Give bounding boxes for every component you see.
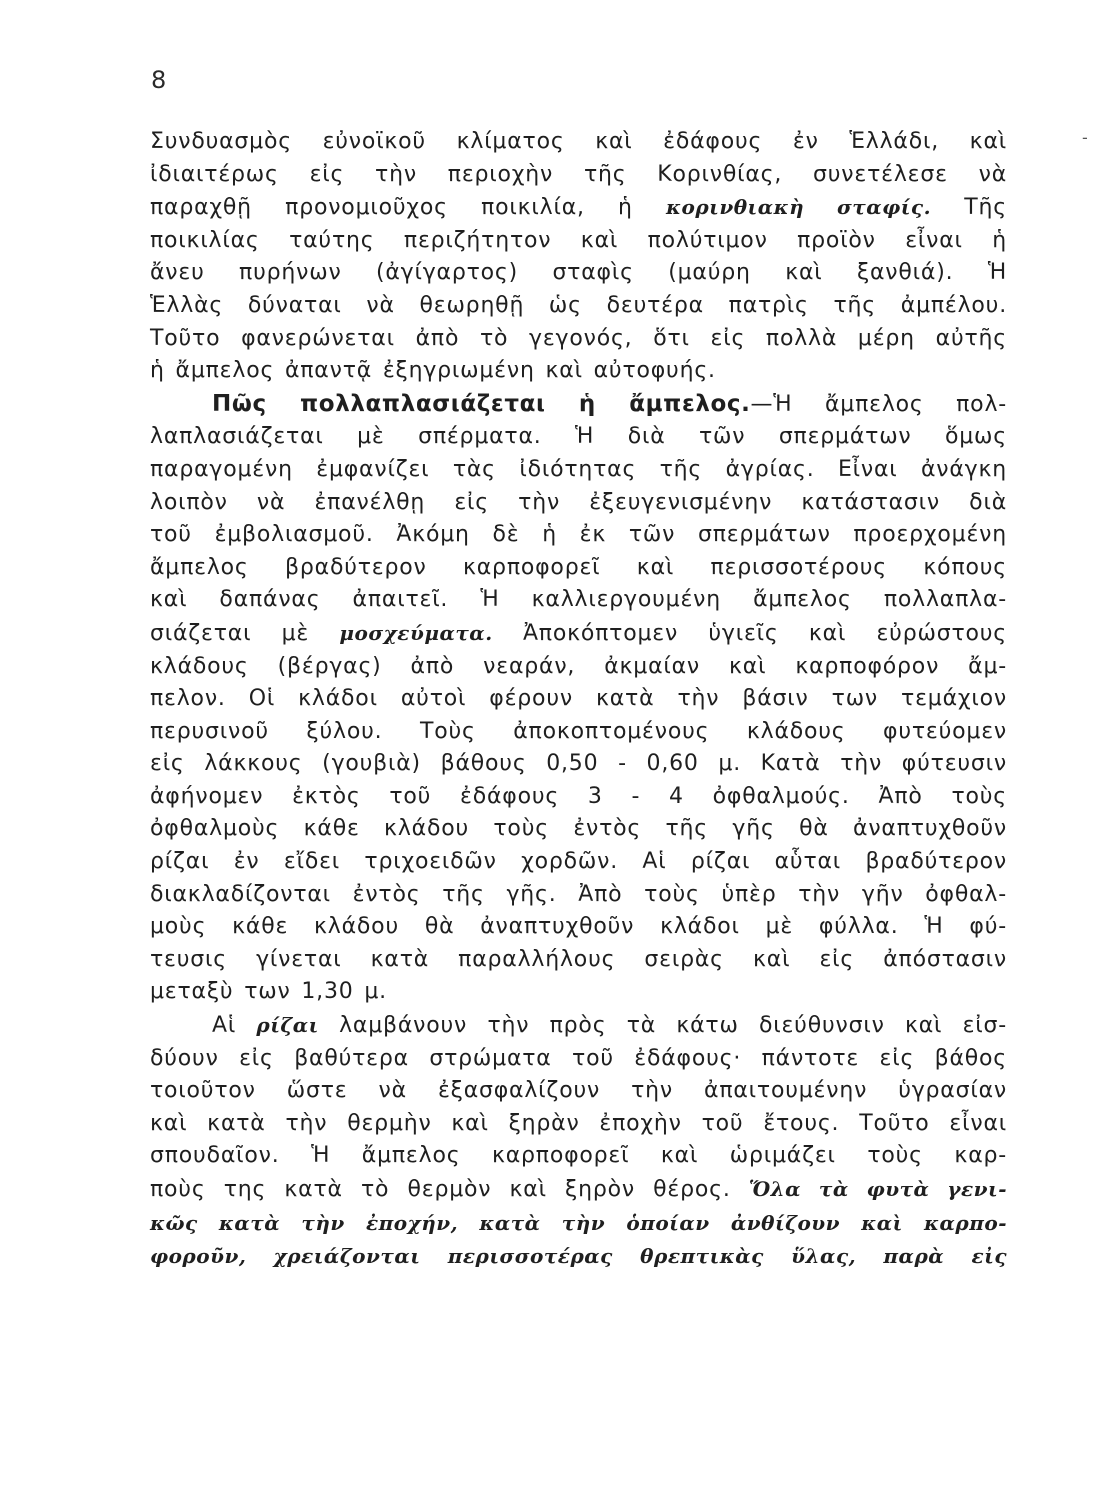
- text-line: ρίζαι ἐν εἴδει τριχοειδῶν χορδῶν. Αἱ ρίζαι αὗται βραδύτερον: [150, 849, 1007, 875]
- text-line: τοῦ ἐμβολιασμοῦ. Ἀκόμη δὲ ἡ ἐκ τῶν σπερμάτων προερχομένη: [150, 522, 1007, 548]
- text-line: ἄνευ πυρήνων (ἀγίγαρτος) σταφὶς (μαύρη καὶ ξανθιά). Ἡ: [150, 260, 1007, 286]
- term-moscheumata: μοσχεύματα.: [339, 620, 493, 645]
- text-line: διακλαδίζονται ἐντὸς τῆς γῆς. Ἀπὸ τοὺς ὑπὲρ τὴν γῆν ὀφθαλ-: [150, 881, 1007, 907]
- text-span: ποὺς της κατὰ τὸ θερμὸν καὶ ξηρὸν θέρος.: [150, 1177, 749, 1202]
- text-line: κλάδους (βέργας) ἀπὸ νεαράν, ἀκμαίαν καὶ καρποφόρον ἄμ-: [150, 653, 1007, 679]
- text-line: καὶ κατὰ τὴν θερμὴν καὶ ξηρὰν ἐποχὴν τοῦ ἔτους. Τοῦτο εἶναι: [150, 1110, 1007, 1136]
- text-line: σπουδαῖον. Ἡ ἄμπελος καρποφορεῖ καὶ ὡριμάζει τοὺς καρ-: [150, 1143, 1007, 1169]
- text-line: ἄμπελος βραδύτερον καρποφορεῖ καὶ περισσοτέρους κόπους: [150, 554, 1007, 580]
- text-line: μοὺς κάθε κλάδου θὰ ἀναπτυχθοῦν κλάδοι μὲ φύλλα. Ἡ φύ-: [150, 914, 1007, 940]
- section-heading-line: [150, 388, 1007, 422]
- page-number: 8: [151, 66, 167, 94]
- text-line: [150, 1207, 1007, 1241]
- text-span: Ἀποκόπτομεν ὑγιεῖς καὶ εὐρώστους: [492, 620, 1007, 646]
- text-line: [150, 1173, 1007, 1207]
- text-line: μεταξὺ των 1,30 μ.: [150, 979, 387, 1005]
- term-rizai: ρίζαι: [256, 1013, 319, 1038]
- text-span: παραχθῇ προνομιοῦχος ποικιλία, ἡ: [150, 195, 667, 221]
- text-line: δύουν εἰς βαθύτερα στρώματα τοῦ ἐδάφους· πάντοτε εἰς βάθος: [150, 1045, 1007, 1071]
- text-line: περυσινοῦ ξύλου. Τοὺς ἀποκοπτομένους κλάδους φυτεύομεν: [150, 718, 1007, 744]
- text-line: λοιπὸν νὰ ἐπανέλθῃ εἰς τὴν ἐξευγενισμένην κατάστασιν διὰ: [150, 489, 1007, 515]
- text-line: πελον. Οἱ κλάδοι αὐτοὶ φέρουν κατὰ τὴν βάσιν των τεμάχιον: [150, 686, 1007, 712]
- text-line: εἰς λάκκους (γουβιὰ) βάθους 0,50 - 0,60 μ. Κατὰ τὴν φύτευσιν: [150, 751, 1007, 777]
- text-span: σιάζεται μὲ: [150, 620, 340, 646]
- text-line: ἰδιαιτέρως εἰς τὴν περιοχὴν τῆς Κορινθίας, συνετέλεσε νὰ: [150, 161, 1007, 187]
- body-text: [150, 126, 1007, 1274]
- text-line: Συνδυασμὸς εὐνοϊκοῦ κλίματος καὶ ἐδάφους ἐν Ἑλλάδι, καὶ: [150, 129, 1007, 154]
- text-line: ὀφθαλμοὺς κάθε κλάδου τοὺς ἐντὸς τῆς γῆς θὰ ἀναπτυχθοῦν: [150, 816, 1007, 842]
- text-line: παραγομένη ἐμφανίζει τὰς ἰδιότητας τῆς ἀγρίας. Εἶναι ἀνάγκη: [150, 456, 1007, 482]
- text-span: —Ἡ ἄμπελος πολ-: [750, 391, 1008, 417]
- text-span: Τῆς: [931, 195, 1007, 221]
- text-line: ἀφήνομεν ἐκτὸς τοῦ ἐδάφους 3 - 4 ὀφθαλμούς. Ἀπὸ τοὺς: [150, 783, 1007, 809]
- term-korinthiaki-stafis: κορινθιακὴ σταφίς.: [666, 195, 932, 220]
- text-line: [150, 191, 1007, 225]
- italic-span: κῶς κατὰ τὴν ἐποχήν, κατὰ τὴν ὁποίαν ἀνθίζουν καὶ καρπο-: [150, 1210, 1007, 1235]
- section-heading: Πῶς πολλαπλασιάζεται ἡ ἄμπελος.: [212, 390, 751, 417]
- text-line: [150, 617, 1007, 651]
- italic-span: φοροῦν, χρειάζονται περισσοτέρας θρεπτικὰς ὕλας, παρὰ εἰς: [150, 1244, 1007, 1269]
- text-span: Αἱ: [212, 1013, 257, 1039]
- text-line: ποικιλίας ταύτης περιζήτητον καὶ πολύτιμον προϊὸν εἶναι ἡ: [150, 227, 1007, 253]
- text-line: Ἑλλὰς δύναται νὰ θεωρηθῇ ὡς δευτέρα πατρὶς τῆς ἀμπέλου.: [150, 292, 1007, 318]
- text-line: τοιοῦτον ὥστε νὰ ἐξασφαλίζουν τὴν ἀπαιτουμένην ὑγρασίαν: [150, 1078, 1007, 1104]
- italic-span: Ὅλα τὰ φυτὰ γενι-: [748, 1177, 1007, 1201]
- text-line: λαπλασιάζεται μὲ σπέρματα. Ἡ διὰ τῶν σπερμάτων ὅμως: [150, 424, 1007, 450]
- text-line: τευσις γίνεται κατὰ παραλλήλους σειρὰς καὶ εἰς ἀπόστασιν: [150, 946, 1007, 972]
- margin-mark: -: [1082, 128, 1088, 147]
- text-line: Τοῦτο φανερώνεται ἀπὸ τὸ γεγονός, ὅτι εἰς πολλὰ μέρη αὐτῆς: [150, 325, 1007, 351]
- text-line: [150, 1240, 1007, 1274]
- text-line: [150, 1009, 1007, 1043]
- text-line: καὶ δαπάνας ἀπαιτεῖ. Ἡ καλλιεργουμένη ἄμπελος πολλαπλα-: [150, 587, 1007, 613]
- text-line: ἡ ἄμπελος ἀπαντᾷ ἐξηγριωμένη καὶ αὐτοφυής.: [150, 358, 716, 384]
- text-span: λαμβάνουν τὴν πρὸς τὰ κάτω διεύθυνσιν καὶ εἰσ-: [318, 1013, 1007, 1039]
